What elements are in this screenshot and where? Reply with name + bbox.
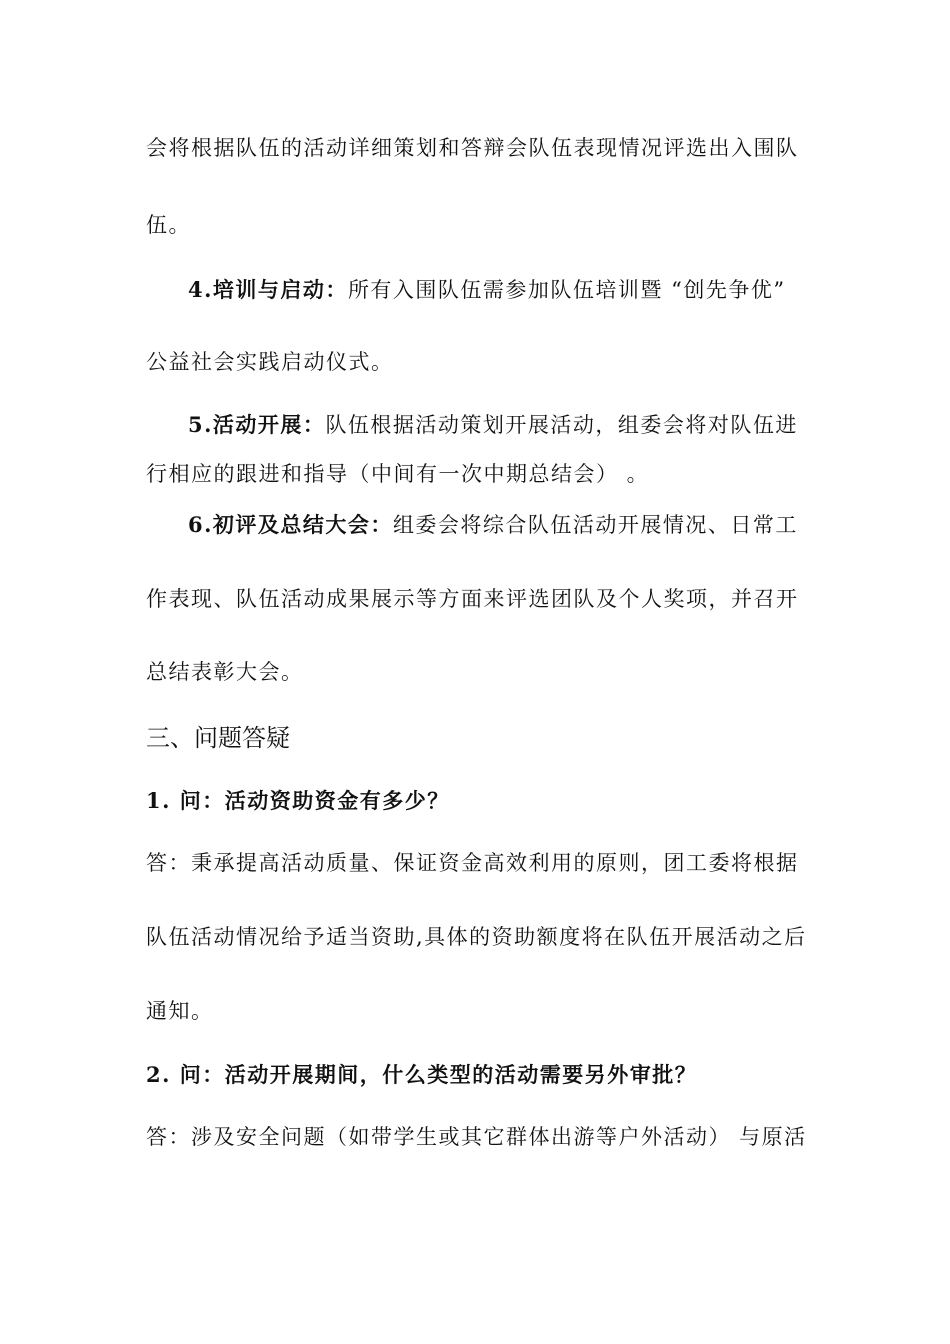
question-2: 2. 问：活动开展期间，什么类型的活动需要另外审批？: [146, 1062, 698, 1087]
paragraph-line: 伍。: [146, 213, 191, 237]
step-4-text: 所有入围队伍需参加队伍培训暨 “创先争优”: [347, 278, 786, 302]
answer-line: 答：涉及安全问题（如带学生或其它群体出游等户外活动） 与原活: [146, 1125, 807, 1149]
step-6-text: 组委会将综合队伍活动开展情况、日常工: [392, 513, 798, 537]
step-6-paragraph: [188, 510, 810, 540]
paragraph-line: 总结表彰大会。: [146, 660, 304, 684]
section-heading: 三、问题答疑: [146, 724, 290, 752]
step-4-paragraph: [188, 275, 810, 305]
step-5-paragraph: [188, 410, 810, 440]
paragraph-line: 行相应的跟进和指导（中间有一次中期总结会） 。: [146, 462, 650, 486]
answer-line: 队伍活动情况给予适当资助,具体的资助额度将在队伍开展活动之后: [146, 925, 807, 949]
paragraph-line: 作表现、队伍活动成果展示等方面来评选团队及个人奖项，并召开: [146, 587, 799, 611]
step-6-title: 6.初评及总结大会：: [188, 512, 393, 537]
step-4-title: 4.培训与启动：: [188, 277, 348, 302]
question-1: 1. 问：活动资助资金有多少？: [146, 788, 450, 813]
answer-line: 答：秉承提高活动质量、保证资金高效利用的原则，团工委将根据: [146, 851, 799, 875]
step-5-title: 5.活动开展：: [188, 412, 326, 437]
paragraph-line: 公益社会实践启动仪式。: [146, 350, 394, 374]
step-5-text: 队伍根据活动策划开展活动，组委会将对队伍进: [325, 413, 798, 437]
answer-line: 通知。: [146, 999, 214, 1023]
paragraph-line: 会将根据队伍的活动详细策划和答辩会队伍表现情况评选出入围队: [146, 136, 799, 160]
